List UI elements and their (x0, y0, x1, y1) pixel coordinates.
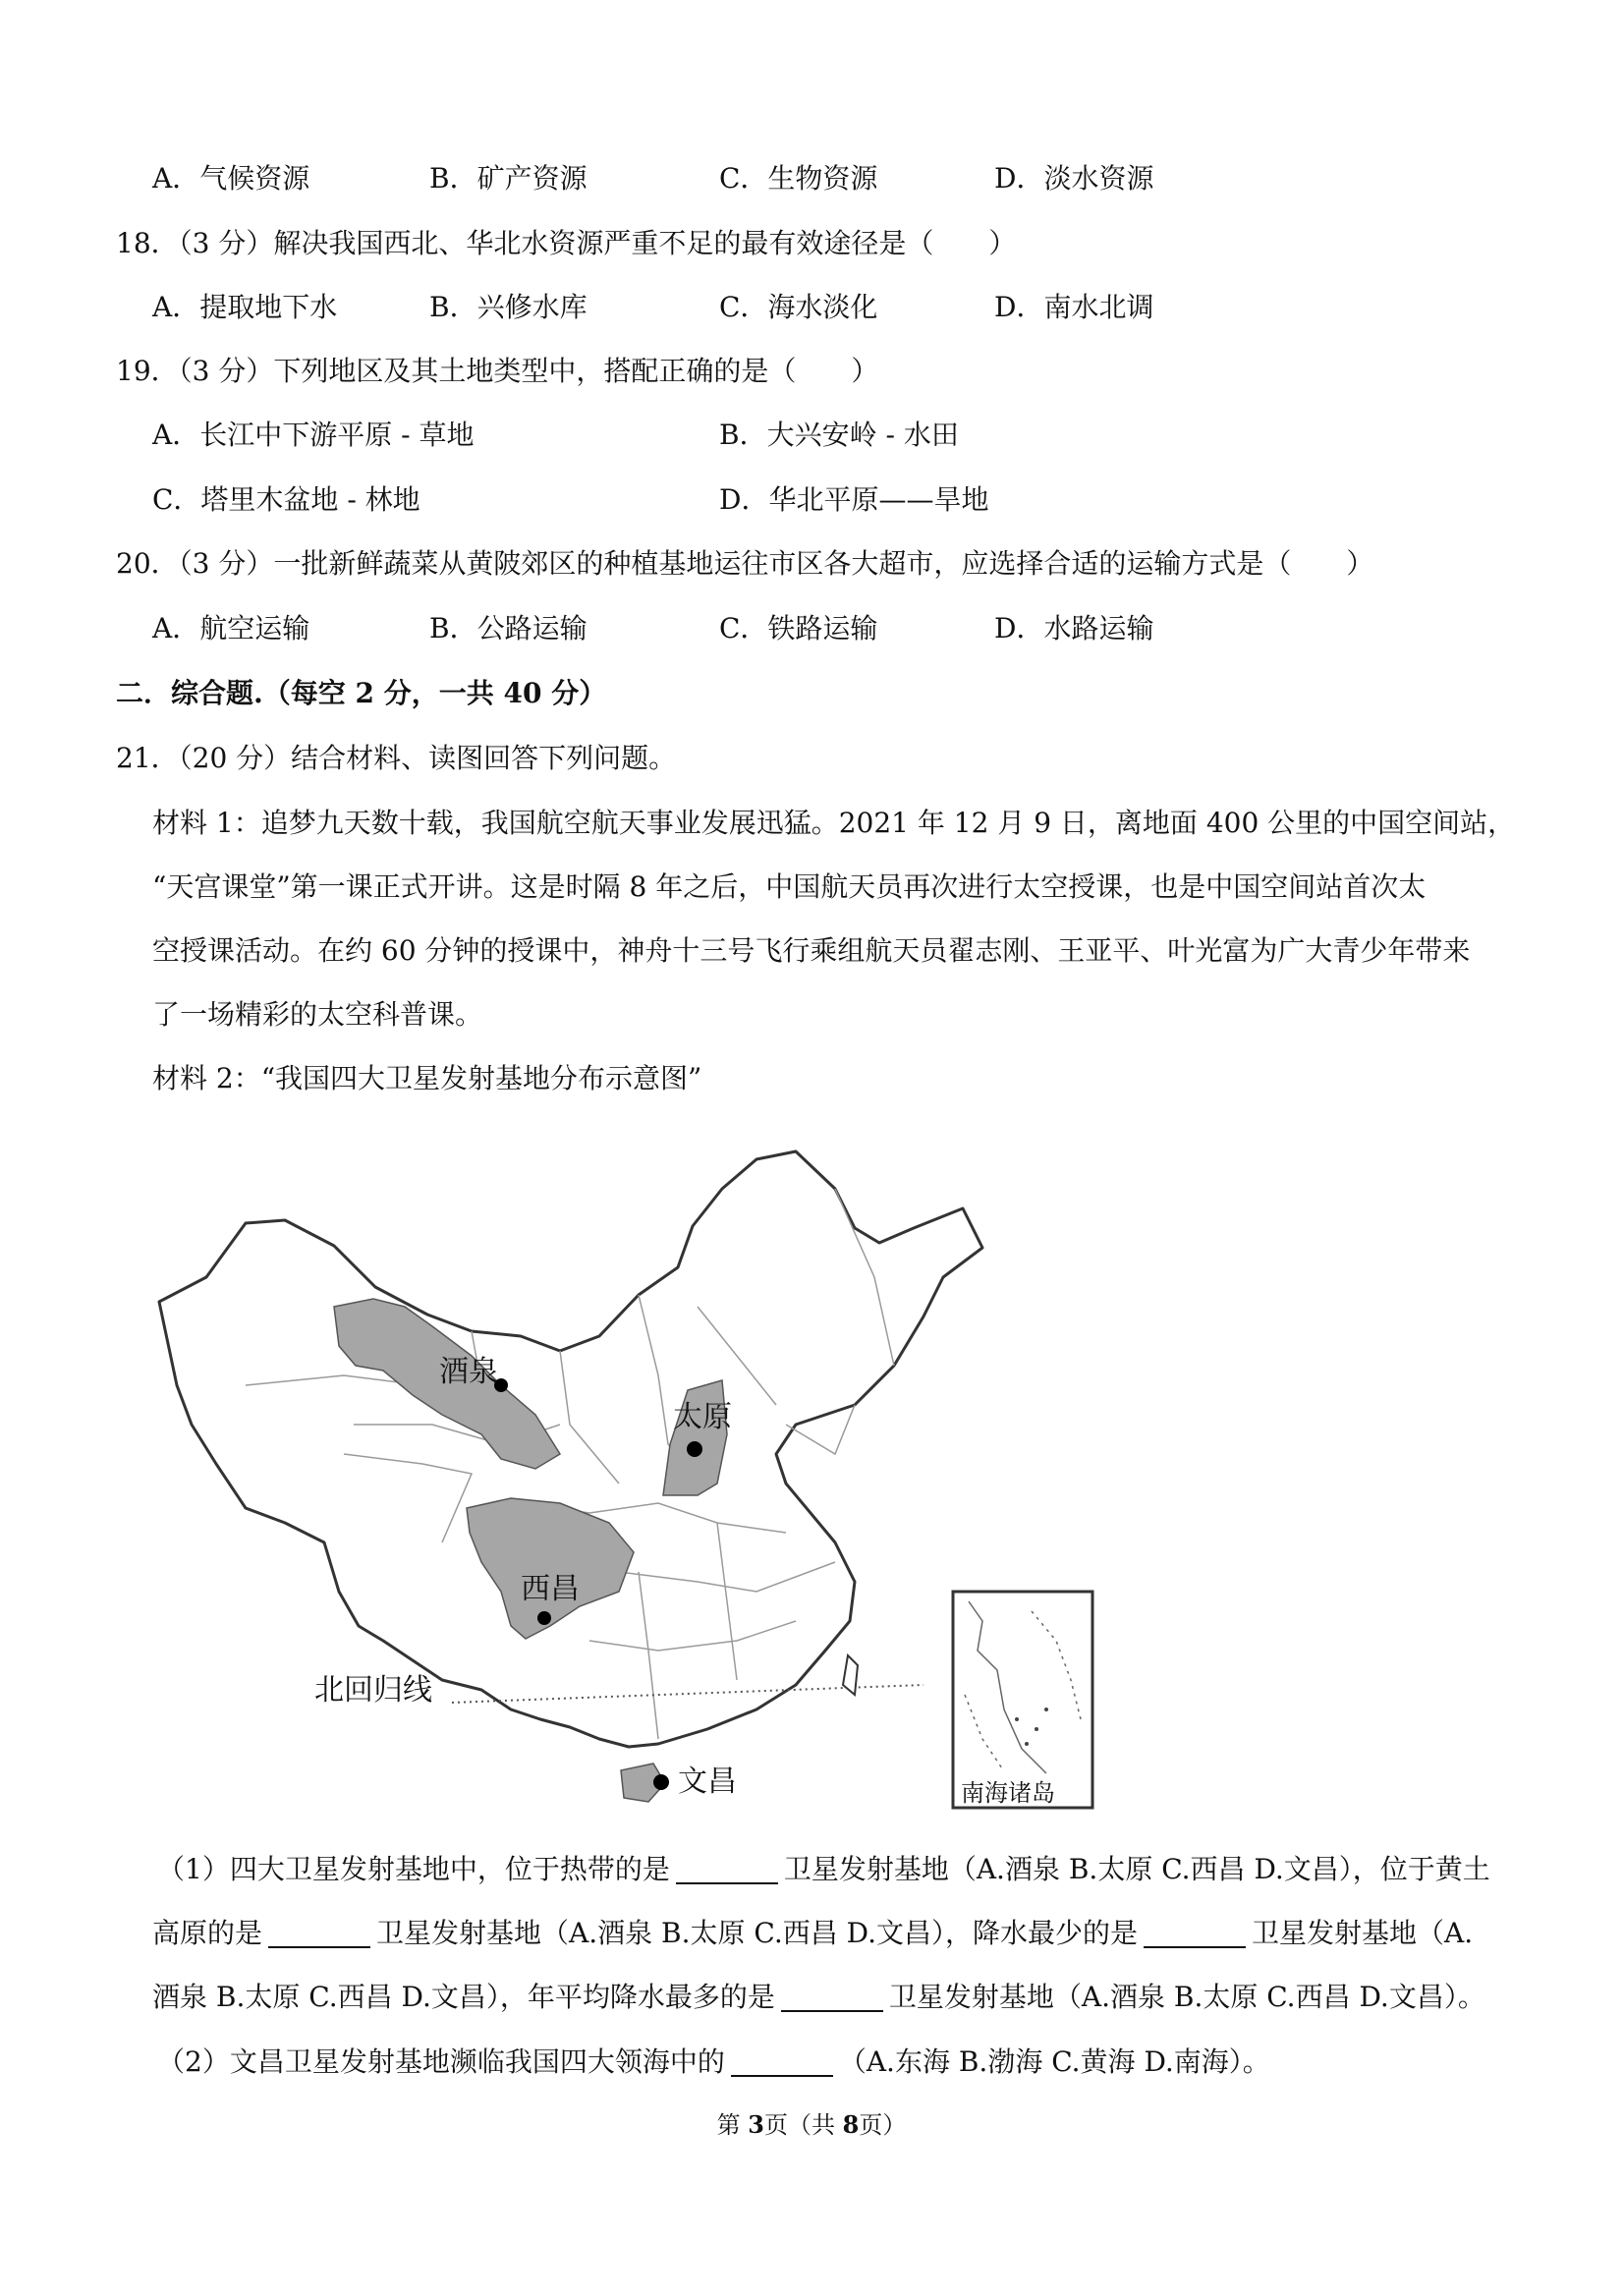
material1-line-4: 了一场精彩的太空科普课。 (152, 998, 483, 1031)
q20-option-b: B．公路运输 (429, 612, 588, 644)
footer-middle: 页（共 (764, 2111, 843, 2139)
q21-sub1-text-2c: 卫星发射基地（A. (1252, 1917, 1474, 1949)
q21-sub1-line2 (152, 1914, 1473, 1953)
q18-stem: 18．（3 分）解决我国西北、华北水资源严重不足的最有效途径是（ ） (116, 227, 1017, 259)
q21-sub1-text-2a: 高原的是 (152, 1917, 263, 1949)
q18-option-a: A．提取地下水 (152, 291, 338, 323)
q19-option-b: B．大兴安岭 - 水田 (719, 419, 959, 451)
answer-blank-4[interactable] (781, 1983, 883, 2012)
taiyuan-marker (687, 1441, 702, 1457)
footer-prefix: 第 (716, 2111, 749, 2139)
q17-option-c: C．生物资源 (719, 162, 878, 195)
material1-line-3: 空授课活动。在约 60 分钟的授课中，神舟十三号飞行乘组航天员翟志刚、王亚平、叶光富为广大青少年带来 (152, 934, 1471, 967)
q17-option-d: D．淡水资源 (994, 162, 1154, 195)
inset-label: 南海诸岛 (961, 1779, 1055, 1807)
taiwan-island (843, 1655, 858, 1695)
q21-sub2-text-b: （A.东海 B.渤海 C.黄海 D.南海）。 (838, 2045, 1270, 2078)
q21-sub1-line3 (152, 1978, 1485, 2017)
satellite-launch-bases-map (147, 1130, 1110, 1837)
answer-blank-3[interactable] (1144, 1919, 1246, 1948)
q19-option-c: C．塔里木盆地 - 林地 (152, 483, 420, 516)
xichang-label: 西昌 (521, 1572, 580, 1606)
wenchang-label: 文昌 (678, 1764, 737, 1799)
material1-line-1: 材料 1：追梦九天数十载，我国航空航天事业发展迅猛。2021 年 12 月 9 日，离地面 400 公里的中国空间站， (152, 807, 1516, 839)
q20-option-c: C．铁路运输 (719, 612, 878, 644)
taiyuan-label: 太原 (673, 1400, 732, 1434)
q21-stem: 21．（20 分）结合材料、读图回答下列问题。 (116, 742, 677, 774)
q20-option-a: A．航空运输 (152, 612, 310, 644)
q20-stem: 20．（3 分）一批新鲜蔬菜从黄陂郊区的种植基地运往市区各大超市，应选择合适的运输方式是（ ） (116, 547, 1374, 580)
tropic-label: 北回归线 (314, 1673, 432, 1708)
q19-option-a: A．长江中下游平原 - 草地 (152, 419, 475, 451)
jiuquan-label: 酒泉 (439, 1355, 498, 1389)
answer-blank-2[interactable] (268, 1919, 370, 1948)
answer-blank-5[interactable] (731, 2047, 833, 2077)
q21-sub2-line (157, 2043, 1270, 2082)
q21-sub1-text-3a: 酒泉 B.太原 C.西昌 D.文昌），年平均降水最多的是 (152, 1981, 775, 2013)
xichang-marker (537, 1611, 551, 1625)
q17-option-a: A．气候资源 (152, 162, 310, 195)
wenchang-marker (653, 1774, 669, 1790)
footer-suffix: 页） (859, 2111, 907, 2139)
q21-sub1-text-2b: 卫星发射基地（A.酒泉 B.太原 C.西昌 D.文昌），降水最少的是 (376, 1917, 1138, 1949)
q17-option-b: B．矿产资源 (429, 162, 588, 195)
south-china-sea-inset (953, 1592, 1092, 1808)
q21-sub1-text-3b: 卫星发射基地（A.酒泉 B.太原 C.西昌 D.文昌）。 (888, 1981, 1485, 2013)
q19-option-d: D．华北平原——旱地 (719, 483, 989, 516)
q21-sub1-text-1a: （1）四大卫星发射基地中，位于热带的是 (157, 1853, 670, 1885)
q21-sub1-text-1b: 卫星发射基地（A.酒泉 B.太原 C.西昌 D.文昌），位于黄土 (783, 1853, 1490, 1885)
q21-sub2-text-a: （2）文昌卫星发射基地濒临我国四大领海中的 (157, 2045, 725, 2078)
material1-line-2: “天宫课堂”第一课正式开讲。这是时隔 8 年之后，中国航天员再次进行太空授课，也是中国空间站首次太 (152, 870, 1427, 903)
footer-total-pages: 8 (842, 2110, 860, 2139)
answer-blank-1[interactable] (676, 1855, 778, 1884)
page-footer (0, 2108, 1623, 2142)
q21-sub1-line1 (157, 1850, 1490, 1889)
q18-option-d: D．南水北调 (994, 291, 1154, 323)
footer-page-number: 3 (748, 2110, 764, 2139)
material2-caption: 材料 2：“我国四大卫星发射基地分布示意图” (152, 1062, 702, 1094)
q19-stem: 19．（3 分）下列地区及其土地类型中，搭配正确的是（ ） (116, 355, 879, 387)
q18-option-c: C．海水淡化 (719, 291, 878, 323)
q20-option-d: D．水路运输 (994, 612, 1154, 644)
section-2-title: 二．综合题.（每空 2 分，一共 40 分） (116, 677, 607, 709)
q18-option-b: B．兴修水库 (429, 291, 588, 323)
